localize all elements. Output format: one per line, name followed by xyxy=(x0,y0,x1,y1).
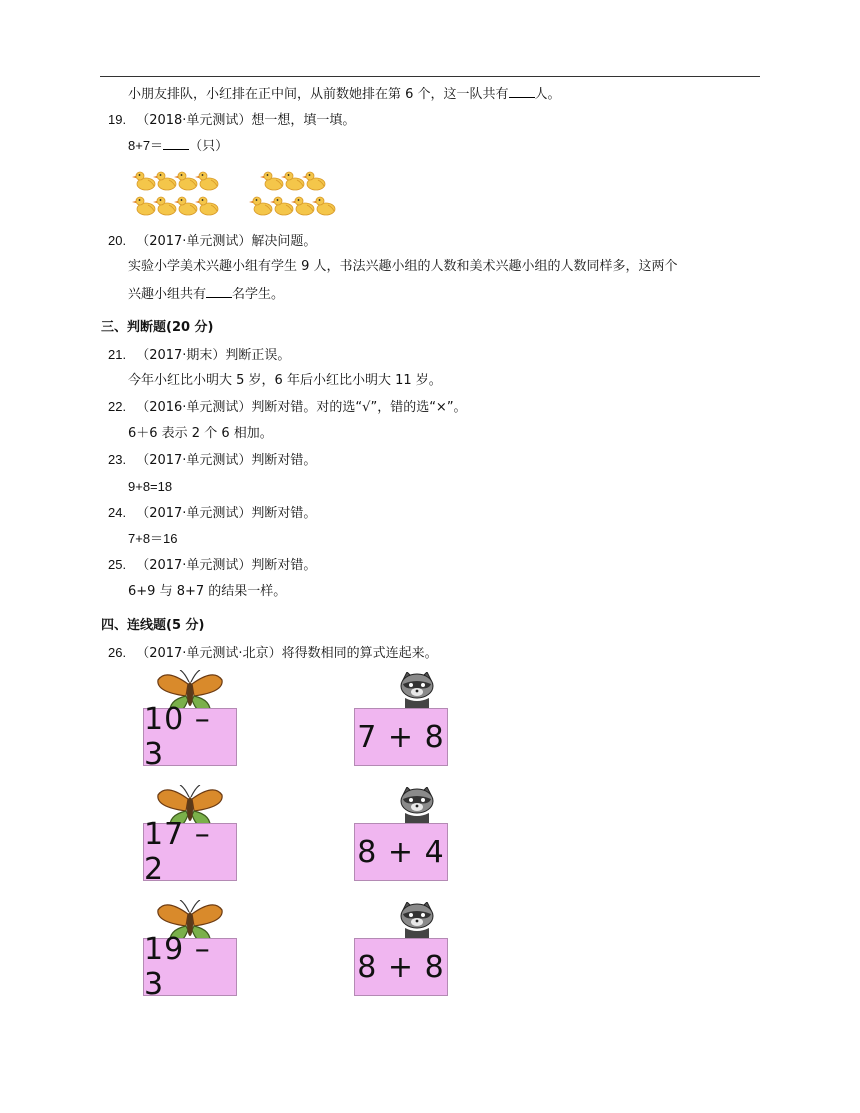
duck-icon xyxy=(281,172,304,190)
q20-line2b: 名学生。 xyxy=(232,287,285,302)
duck-icon xyxy=(270,197,293,215)
duck-icon xyxy=(132,197,155,215)
duck-icon xyxy=(260,172,283,190)
q26-header xyxy=(108,644,438,663)
q24-header xyxy=(108,504,316,523)
q19-source: （2018·单元测试）想一想，填一填。 xyxy=(136,113,356,128)
section-4-title: 四、连线题(5 分) xyxy=(101,618,205,633)
q24-text: 7+8＝16 xyxy=(128,531,178,546)
q22-text: 6＋6 表示 2 个 6 相加。 xyxy=(128,426,273,441)
q23-number: 23. xyxy=(108,452,127,467)
q25-source: （2017·单元测试）判断对错。 xyxy=(136,558,317,573)
duck-icon xyxy=(174,172,197,190)
q26-number: 26. xyxy=(108,645,127,660)
q22-number: 22. xyxy=(108,399,127,414)
match-card-left-1[interactable]: 10 – 3 xyxy=(143,708,237,766)
duck-icon xyxy=(153,172,176,190)
q19-expr: 8+7＝ xyxy=(128,138,164,153)
q20-line2a: 兴趣小组共有 xyxy=(128,287,207,302)
match-card-left-2[interactable]: 17 – 2 xyxy=(143,823,237,881)
q20-source: （2017·单元测试）解决问题。 xyxy=(136,234,317,249)
q22-header xyxy=(108,398,467,417)
raccoon-icon xyxy=(397,902,437,940)
q19-number: 19. xyxy=(108,112,127,127)
q18-tail: 人。 xyxy=(534,87,561,102)
q18-text xyxy=(128,85,561,104)
duck-icon xyxy=(312,197,335,215)
q25-text: 6+9 与 8+7 的结果一样。 xyxy=(128,584,287,599)
q24-number: 24. xyxy=(108,505,127,520)
q23-header xyxy=(108,451,316,470)
q20-line2 xyxy=(128,285,284,304)
match-card-right-1[interactable]: 7 + 8 xyxy=(354,708,448,766)
match-card-left-3[interactable]: 19 – 3 xyxy=(143,938,237,996)
ducks-picture xyxy=(130,168,340,220)
q25-number: 25. xyxy=(108,557,127,572)
duck-group-left xyxy=(132,172,218,215)
raccoon-icon xyxy=(397,672,437,710)
duck-icon xyxy=(249,197,272,215)
duck-group-right xyxy=(249,172,335,215)
q21-header xyxy=(108,346,290,365)
section-3-title: 三、判断题(20 分) xyxy=(101,320,214,335)
match-card-right-3[interactable]: 8 + 8 xyxy=(354,938,448,996)
q25-header xyxy=(108,556,316,575)
q21-source: （2017·期末）判断正误。 xyxy=(136,348,291,363)
q21-number: 21. xyxy=(108,347,127,362)
q26-source: （2017·单元测试·北京）将得数相同的算式连起来。 xyxy=(136,646,438,661)
raccoon-icon xyxy=(397,787,437,825)
duck-icon xyxy=(153,197,176,215)
duck-icon xyxy=(195,197,218,215)
q19-unit: （只） xyxy=(189,139,229,154)
q24-source: （2017·单元测试）判断对错。 xyxy=(136,506,317,521)
duck-icon xyxy=(195,172,218,190)
q23-text: 9+8=18 xyxy=(128,479,173,494)
duck-icon xyxy=(132,172,155,190)
q21-text: 今年小红比小明大 5 岁，6 年后小红比小明大 11 岁。 xyxy=(128,373,442,388)
q19-blank[interactable] xyxy=(163,137,189,150)
q23-source: （2017·单元测试）判断对错。 xyxy=(136,453,317,468)
q20-header xyxy=(108,232,316,251)
duck-icon xyxy=(291,197,314,215)
match-card-right-2[interactable]: 8 + 4 xyxy=(354,823,448,881)
duck-icon xyxy=(174,197,197,215)
q22-source: （2016·单元测试）判断对错。对的选“√”，错的选“×”。 xyxy=(136,400,467,415)
q20-blank[interactable] xyxy=(206,285,232,298)
q19-expression xyxy=(128,137,228,156)
q19-header xyxy=(108,111,355,130)
q18-blank[interactable] xyxy=(509,85,535,98)
q20-number: 20. xyxy=(108,233,127,248)
q20-line1: 实验小学美术兴趣小组有学生 9 人，书法兴趣小组的人数和美术兴趣小组的人数同样多，这两个 xyxy=(128,259,678,274)
header-rule xyxy=(100,76,760,77)
q18-line: 小朋友排队，小红排在正中间，从前数她排在第 6 个，这一队共有 xyxy=(128,87,509,102)
duck-icon xyxy=(302,172,325,190)
